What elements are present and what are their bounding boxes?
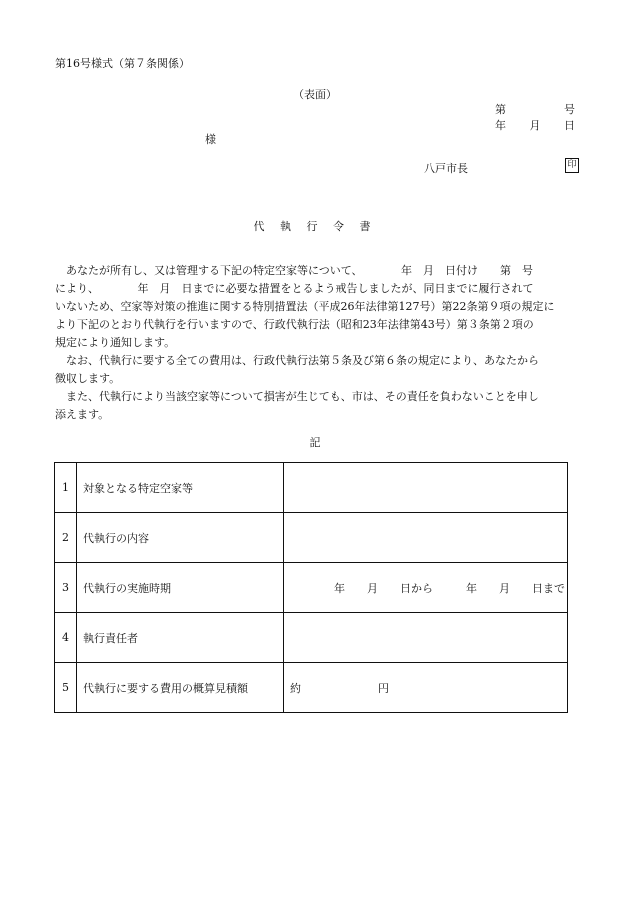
row-number: 5 <box>55 663 77 713</box>
number-prefix: 第 <box>495 103 506 116</box>
row-label: 代執行の実施時期 <box>77 563 284 613</box>
side-label: （表面） <box>293 88 337 101</box>
table-row <box>55 513 568 563</box>
body-line: 規定により通知します。 <box>55 336 176 349</box>
form-id: 第16号様式（第７条関係） <box>55 57 190 70</box>
body-line: なお、代執行に要する全ての費用は、行政代執行法第５条及び第６条の規定により、あなたから <box>55 354 539 367</box>
table-row <box>55 613 568 663</box>
details-table <box>54 462 568 713</box>
row-label: 代執行の内容 <box>77 513 284 563</box>
document-date <box>495 117 575 133</box>
row-value: 年 月 日から 年 月 日まで <box>284 563 568 613</box>
table-row <box>55 563 568 613</box>
table-row <box>55 663 568 713</box>
row-number: 2 <box>55 513 77 563</box>
addressee-suffix: 様 <box>205 133 216 146</box>
row-number: 4 <box>55 613 77 663</box>
date-month: 月 <box>529 119 541 132</box>
row-label: 対象となる特定空家等 <box>77 463 284 513</box>
date-day: 日 <box>564 119 575 132</box>
row-number: 3 <box>55 563 77 613</box>
row-label: 代執行に要する費用の概算見積額 <box>77 663 284 713</box>
body-line: 徴収します。 <box>55 372 121 385</box>
body-line: あなたが所有し、又は管理する下記の特定空家等について、 年 月 日付け 第 号 <box>55 264 534 277</box>
table-row <box>55 463 568 513</box>
document-number <box>495 101 575 117</box>
body-line: また、代執行により当該空家等について損害が生じても、市は、その責任を負わないことを申し <box>55 390 539 403</box>
issuer: 八戸市長 <box>424 162 468 175</box>
number-suffix: 号 <box>564 103 575 116</box>
body-text <box>55 262 577 424</box>
row-value: 約 円 <box>284 663 568 713</box>
body-line: いないため、空家等対策の推進に関する特別措置法（平成26年法律第127号）第22条第９項の規定に <box>55 300 555 313</box>
date-year: 年 <box>495 119 506 132</box>
row-label: 執行責任者 <box>77 613 284 663</box>
row-value <box>284 513 568 563</box>
body-line: 添えます。 <box>55 408 110 421</box>
seal-stamp: 印 <box>565 158 579 173</box>
ki-heading: 記 <box>309 436 321 449</box>
document-title: 代 執 行 令 書 <box>253 220 377 233</box>
row-number: 1 <box>55 463 77 513</box>
row-value <box>284 613 568 663</box>
body-line: より下記のとおり代執行を行いますので、行政代執行法（昭和23年法律第43号）第３条第２項の <box>55 318 534 331</box>
body-line: により、 年 月 日までに必要な措置をとるよう戒告しましたが、同日までに履行されて <box>55 282 534 295</box>
row-value <box>284 463 568 513</box>
